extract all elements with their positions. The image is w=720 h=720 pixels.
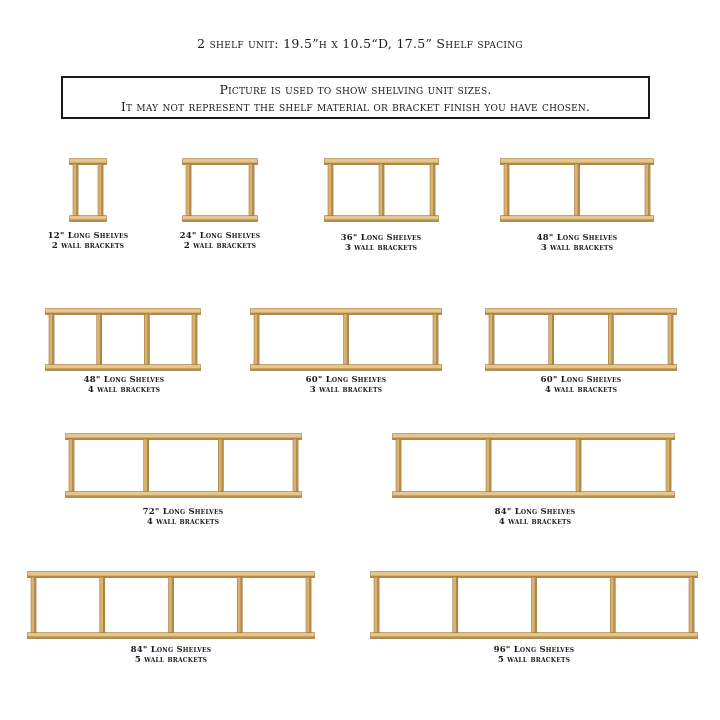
wall-bracket-shadow [378, 577, 379, 633]
shelf-brackets-label: 4 wall brackets [146, 517, 220, 527]
shelf-caption [91, 645, 251, 665]
wall-bracket-shadow [672, 314, 673, 365]
disclaimer-line-1: Picture is used to show shelving unit sizes. [219, 82, 492, 97]
wall-bracket-shadow [190, 164, 191, 216]
wall-bracket-shadow [693, 577, 694, 633]
shelf-unit-illustration [485, 308, 677, 371]
shelf-brackets-label: 2 wall brackets [183, 241, 257, 251]
bottom-shelf-edge [486, 369, 677, 371]
shelf-caption [44, 375, 204, 395]
shelf-brackets-label: 4 wall brackets [87, 385, 161, 395]
shelf-length-label: 60" Long Shelves [540, 375, 622, 385]
wall-bracket-shadow [437, 314, 438, 365]
wall-bracket-shadow [456, 577, 457, 633]
bottom-shelf-edge [393, 496, 675, 498]
wall-bracket-shadow [670, 439, 671, 492]
disclaimer-box [61, 76, 650, 119]
shelf-brackets-label: 4 wall brackets [498, 517, 572, 527]
bottom-shelf-edge [501, 220, 654, 222]
shelf-length-label: 48" Long Shelves [536, 233, 618, 243]
shelf-brackets-label: 3 wall brackets [540, 243, 614, 253]
wall-bracket-shadow [552, 314, 553, 365]
shelf-caption [454, 645, 614, 665]
wall-bracket-shadow [258, 314, 259, 365]
shelf-length-label: 72" Long Shelves [142, 507, 224, 517]
bottom-shelf-edge [183, 220, 258, 222]
wall-bracket-shadow [347, 314, 348, 365]
shelf-brackets-label: 3 wall brackets [344, 243, 418, 253]
shelf-caption [497, 233, 657, 253]
bottom-shelf-edge [371, 637, 698, 639]
bottom-shelf-edge [28, 637, 315, 639]
page-title: 2 shelf unit: 19.5”h x 10.5“D, 17.5” Shelf spacing [197, 36, 523, 51]
shelf-unit-illustration [324, 158, 439, 222]
shelf-length-label: 84" Long Shelves [130, 645, 212, 655]
wall-bracket-shadow [490, 439, 491, 492]
wall-bracket-shadow [222, 439, 223, 492]
top-shelf-edge [393, 438, 675, 440]
wall-bracket-shadow [614, 577, 615, 633]
shelf-caption [501, 375, 661, 395]
wall-bracket-shadow [196, 314, 197, 365]
shelf-caption [266, 375, 426, 395]
shelf-length-label: 96" Long Shelves [493, 645, 575, 655]
wall-bracket-shadow [77, 164, 78, 216]
wall-bracket-shadow [332, 164, 333, 216]
wall-bracket-shadow [297, 439, 298, 492]
wall-bracket-shadow [253, 164, 254, 216]
shelf-brackets-label: 2 wall brackets [51, 241, 125, 251]
shelf-brackets-label: 5 wall brackets [497, 655, 571, 665]
shelf-caption [301, 233, 461, 253]
shelf-length-label: 12" Long Shelves [47, 231, 129, 241]
wall-bracket-shadow [172, 577, 173, 633]
bottom-shelf-edge [46, 369, 201, 371]
shelf-brackets-label: 3 wall brackets [309, 385, 383, 395]
wall-bracket-shadow [580, 439, 581, 492]
shelf-unit-illustration [392, 433, 675, 498]
wall-bracket-shadow [73, 439, 74, 492]
shelf-caption [455, 507, 615, 527]
shelf-unit-illustration [370, 571, 698, 639]
wall-bracket-shadow [310, 577, 311, 633]
wall-bracket-shadow [578, 164, 579, 216]
shelf-unit-illustration [500, 158, 654, 222]
shelf-unit-illustration [69, 158, 107, 222]
shelf-length-label: 48" Long Shelves [83, 375, 165, 385]
wall-bracket-shadow [383, 164, 384, 216]
wall-bracket-shadow [649, 164, 650, 216]
shelf-unit-illustration [27, 571, 315, 639]
shelf-unit-illustration [182, 158, 258, 222]
bottom-shelf-edge [325, 220, 439, 222]
wall-bracket-shadow [241, 577, 242, 633]
wall-bracket-shadow [612, 314, 613, 365]
bottom-shelf-edge [66, 496, 302, 498]
wall-bracket-shadow [508, 164, 509, 216]
wall-bracket-shadow [493, 314, 494, 365]
wall-bracket-shadow [53, 314, 54, 365]
wall-bracket-shadow [535, 577, 536, 633]
shelf-length-label: 84" Long Shelves [494, 507, 576, 517]
wall-bracket-shadow [148, 314, 149, 365]
shelf-length-label: 36" Long Shelves [340, 233, 422, 243]
shelf-caption [103, 507, 263, 527]
shelf-brackets-label: 4 wall brackets [544, 385, 618, 395]
wall-bracket-shadow [147, 439, 148, 492]
shelf-unit-illustration [65, 433, 302, 498]
shelf-brackets-label: 5 wall brackets [134, 655, 208, 665]
wall-bracket-shadow [102, 164, 103, 216]
wall-bracket-shadow [103, 577, 104, 633]
wall-bracket-shadow [100, 314, 101, 365]
shelf-length-label: 24" Long Shelves [179, 231, 261, 241]
bottom-shelf-edge [70, 220, 107, 222]
disclaimer-line-2: It may not represent the shelf material or bracket finish you have chosen. [120, 99, 591, 114]
shelf-unit-illustration [250, 308, 442, 371]
bottom-shelf-edge [251, 369, 442, 371]
wall-bracket-shadow [400, 439, 401, 492]
wall-bracket-shadow [35, 577, 36, 633]
shelf-length-label: 60" Long Shelves [305, 375, 387, 385]
shelf-unit-illustration [45, 308, 201, 371]
wall-bracket-shadow [434, 164, 435, 216]
top-shelf-edge [183, 163, 258, 165]
top-shelf-edge [66, 438, 302, 440]
top-shelf-edge [486, 313, 677, 315]
top-shelf-edge [46, 313, 201, 315]
shelf-caption [140, 231, 300, 251]
